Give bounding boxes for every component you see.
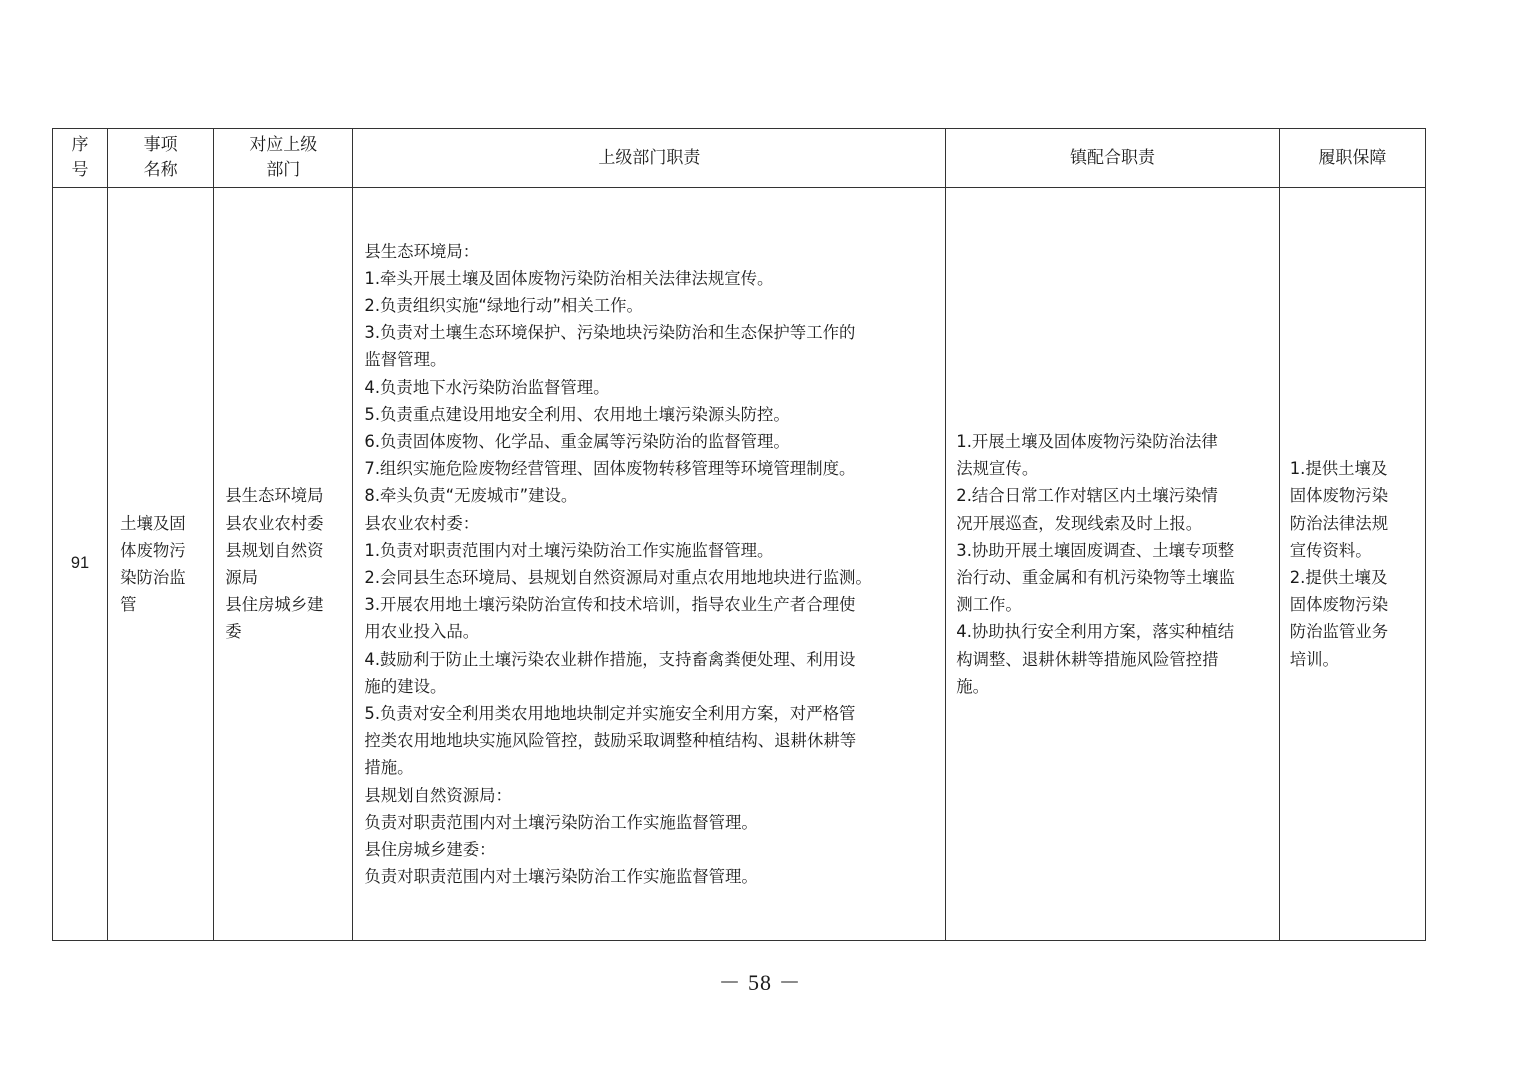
- header-town-duties: 镇配合职责: [946, 129, 1279, 188]
- page-number: － 58 －: [718, 970, 802, 995]
- superior-department-list: 县生态环境局 县农业农村委 县规划自然资 源局 县住房城乡建 委: [225, 486, 324, 642]
- header-guarantee: 履职保障: [1279, 129, 1425, 188]
- serial-number-cell: [53, 188, 108, 941]
- table-header: [53, 129, 1426, 188]
- guarantee-text: 1.提供土壤及 固体废物污染 防治法律法规 宣传资料。 2.提供土壤及 固体废物污染 防治监管业务 培训。: [1289, 459, 1389, 669]
- table-row: [53, 188, 1426, 941]
- serial-number: 91: [70, 554, 90, 573]
- header-superior-department: 对应上级 部门: [214, 129, 353, 188]
- header-superior-duties: 上级部门职责: [353, 129, 946, 188]
- superior-department-cell: [214, 188, 353, 941]
- header-serial-number: 序 号: [53, 129, 108, 188]
- header-item-name: 事项 名称: [108, 129, 214, 188]
- responsibility-table: [52, 128, 1426, 941]
- header-row: [53, 129, 1426, 188]
- superior-duties-text: 县生态环境局： 1.牵头开展土壤及固体废物污染防治相关法律法规宣传。 2.负责组织实施“绿地行动”相关工作。 3.负责对土壤生态环境保护、污染地块污染防治和生态保护等工作的 监督管理。 4.负责地下水污染防治监督管理。 5.负责重点建设用地安全利用、农用地土壤污染源头防控。 6.负责固体废物、化学品、重金属等污染防治的监督管理。 7.组织实施危险废物经营管理、固体废物转移管理等环境管理制度。 8.牵头负责“无废城市”建设。 县农业农村委： 1.负责对职责范围内对土壤污染防治工作实施监督管理。 2.会同县生态环境局、县规划自然资源局对重点农用地地块进行监测。 3.开展农用地土壤污染防治宣传和技术培训，指导农业生产者合理使 用农业投入品。 4.鼓励利于防止土壤污染农业耕作措施，支持畜禽粪便处理、利用设 施的建设。 5.负责对安全利用类农用地地块制定并实施安全利用方案，对严格管 控类农用地地块实施风险管控，鼓励采取调整种植结构、退耕休耕等 措施。 县规划自然资源局： 负责对职责范围内对土壤污染防治工作实施监督管理。 县住房城乡建委： 负责对职责范围内对土壤污染防治工作实施监督管理。: [364, 241, 872, 887]
- guarantee-cell: [1279, 188, 1425, 941]
- superior-duties-cell: [353, 188, 946, 941]
- town-duties-text: 1.开展土壤及固体废物污染防治法律 法规宣传。 2.结合日常工作对辖区内土壤污染情 况开展巡查，发现线索及时上报。 3.协助开展土壤固废调查、土壤专项整 治行动、重金属和有机污染物等土壤监 测工作。 4.协助执行安全利用方案，落实种植结 构调整、退耕休耕等措施风险管控措 施。: [956, 431, 1235, 696]
- item-name-cell: [108, 188, 214, 941]
- item-name: 土壤及固 体废物污 染防治监 管: [120, 513, 186, 615]
- town-duties-cell: [946, 188, 1279, 941]
